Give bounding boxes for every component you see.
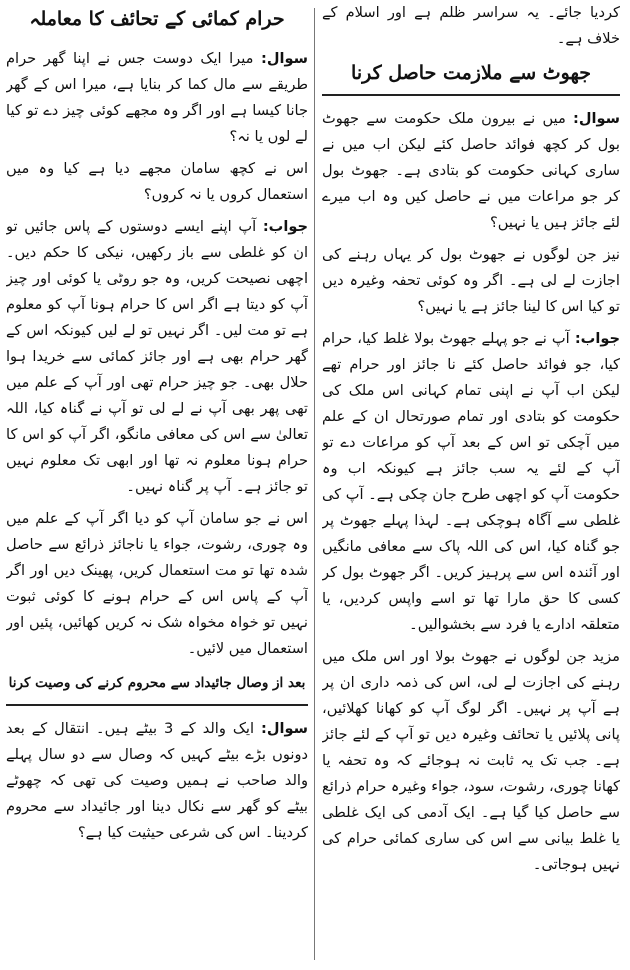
answer-text: آپ نے جو پہلے جھوٹ بولا غلط کیا، حرام کیا، جو فوائد حاصل کئے نا جائز اور حرام تھے لیکن اب آپ نے اپنی تمام کہانی اس ملک کی حکومت کو بتادی اور تمام صورتحال ان کے علم میں آچکی تو اس کے بعد آپ کو مراعات دے تو آپ کے لئے یہ سب جائز ہے کیونکہ اب وہ حکومت آپ کو اچھی طرح جان چکی ہے۔ آپ کی غلطی سے آگاہ ہوچکی ہے۔ لہذا پہلے جھوٹ پر جو گناہ کیا، اس کی اللہ پاک سے معافی مانگیں اور آئندہ اس سے پرہیز کریں۔ اگر جھوٹ بول کر کسی کا حق مارا تھا تو اسے واپس کردیں، یا متعلقہ ادارے یا فرد سے بخشوالیں۔ (322, 330, 620, 633)
question-text: میرا ایک دوست جس نے اپنا گھر حرام طریقے سے مال کما کر بنایا ہے، میرا اس کے گھر جانا کیسا ہے اور اگر وہ مجھے کوئی چیز دے تو کیا لے لوں یا نہ؟ (6, 50, 308, 145)
answer-paragraph (322, 326, 620, 638)
question-paragraph-2: اس نے کچھ سامان مجھے دیا ہے کیا وہ میں استعمال کروں یا نہ کروں؟ (6, 160, 308, 203)
answer-text: آپ اپنے ایسے دوستوں کے پاس جائیں تو ان کو غلطی سے باز رکھیں، نیکی کا حکم دیں۔ اچھی نصیحت کریں، وہ جو روٹی یا کوئی اور چیز آپ کو دیتا ہے اگر اس کا حرام ہونا آپ کو معلوم ہے تو مت لیں۔ اگر نہیں تو لے لیں کیونکہ اس کے گھر حرام بھی ہے اور جائز کمائی سے خریدا ہوا حلال بھی۔ جو چیز حرام تھی اور آپ کے علم میں تھی پھر بھی آپ نے لے لی تو آپ نے گناہ کیا، اللہ تعالیٰ سے اس کی معافی مانگو، اگر آپ کو اس کا حرام ہونا معلوم نہ تھا اور ابھی تک معلوم نہیں تو جائز ہے۔ آپ پر گناہ نہیں۔ (6, 218, 308, 495)
answer-label: جواب: (262, 218, 308, 235)
question-text: میں نے بیرون ملک حکومت سے جھوٹ بول کر کچھ فوائد حاصل کئے لیکن اب میں نے ساری کہانی حکومت کو بتادی ہے۔ جھوٹ بول کر جو مراعات میں نے حاصل کیں وہ اب میرے لئے جائز ہیں یا نہیں؟ (322, 110, 620, 231)
answer-paragraph-2: مزید جن لوگوں نے جھوٹ بولا اور اس ملک میں رہنے کی اجازت لے لی، اس کی ذمہ داری ان پر ہے آپ پر نہیں۔ اگر لوگ آپ کو کھانا کھلائیں، پانی پلائیں یا تحائف وغیرہ دیں تو آپ کے لئے جائز ہے۔ جب تک یہ ثابت نہ ہوجائے کہ وہ تحفہ یا کھانا چوری، رشوت، سود، جواء وغیرہ حرام ذرائع سے حاصل کیا گیا ہے۔ ایک آدمی کی ایک غلطی یا غلط بیانی سے اس کی ساری کمائی حرام کی نہیں ہوجاتی۔ (322, 648, 620, 873)
left-column (6, 0, 308, 970)
answer-paragraph-2: اس نے جو سامان آپ کو دیا اگر آپ کے علم میں وہ چوری، رشوت، جواء یا ناجائز ذرائع سے حاصل شدہ تھا تو مت استعمال کریں، پھینک دیں اور اگر آپ کے پاس اس کے حرام ہونے کا کوئی ثبوت نہیں تو خواہ مخواہ شک نہ کریں کھائیں، پئیں اور استعمال میں لائیں۔ (6, 510, 308, 657)
question-paragraph (6, 46, 308, 150)
question-paragraph (6, 716, 308, 846)
question-label: سوال: (261, 50, 308, 67)
question-label: سوال: (573, 110, 620, 127)
previous-article-continuation: کردیا جائے۔ یہ سراسر ظلم ہے اور اسلام کے خلاف ہے۔ (322, 4, 620, 47)
article-title-haram-gifts: حرام کمائی کے تحائف کا معاملہ (29, 8, 285, 30)
article-title-job-by-lying: جھوٹ سے ملازمت حاصل کرنا (322, 58, 620, 96)
question-paragraph-2: نیز جن لوگوں نے جھوٹ بول کر یہاں رہنے کی اجازت لے لی ہے۔ اگر وہ کوئی تحفہ وغیرہ دیں تو کیا اس کا لینا جائز ہے یا نہیں؟ (322, 246, 620, 315)
article-title-inheritance-will: بعد از وصال جائیداد سے محروم کرنے کی وصیت کرنا (6, 668, 308, 706)
answer-label: جواب: (574, 330, 620, 347)
answer-paragraph (6, 214, 308, 500)
column-divider (314, 8, 315, 960)
question-paragraph (322, 106, 620, 236)
question-label: سوال: (260, 720, 308, 737)
right-column (322, 0, 620, 970)
question-text: ایک والد کے 3 بیٹے ہیں۔ انتقال کے بعد دونوں بڑے بیٹے کہیں کہ وصال سے دو سال پہلے والد صاحب نے ہمیں وصیت کی تھی کہ چھوٹے بیٹے کو گھر سے نکال دینا اور جائیداد سے محروم کردینا۔ اس کی شرعی حیثیت کیا ہے؟ (6, 720, 308, 841)
